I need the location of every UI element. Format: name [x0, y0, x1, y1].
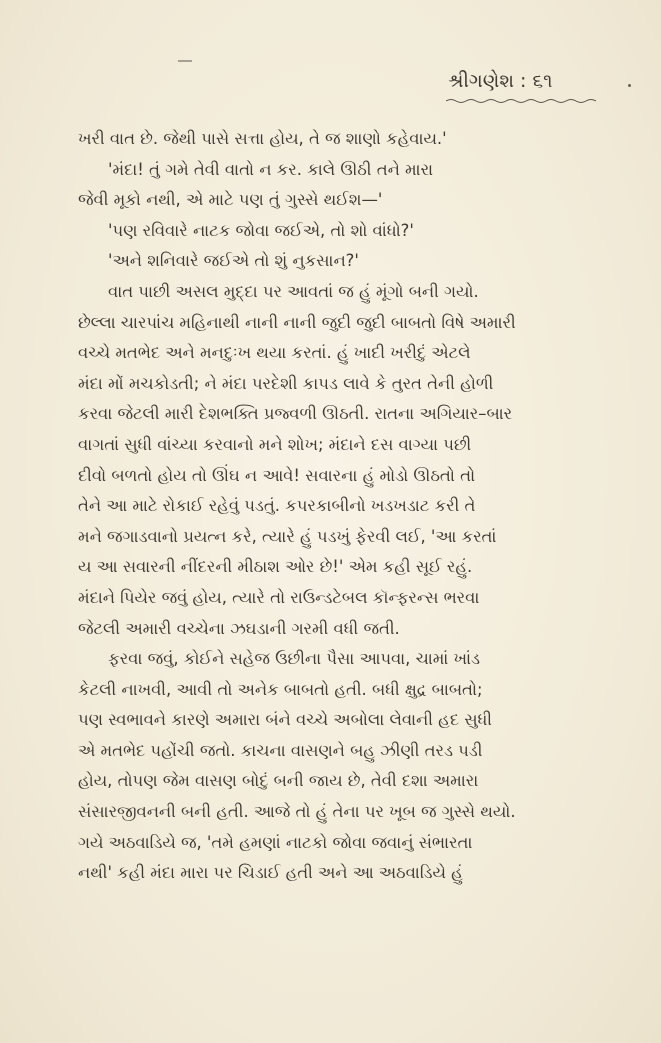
running-header: શ્રીગણેશ : ૬૧ — [448, 70, 553, 92]
text-line: મંદા મોં મચકોડતી; ને મંદા પરદેશી કાપડ લાવે કે તુરત તેની હોળી — [78, 373, 494, 393]
text-line: વચ્ચે મતભેદ અને મનદુઃખ થયા કરતાં. હું ખાદી ખરીદું એટલે — [78, 343, 471, 363]
text-line: ખરી વાત છે. જેથી પાસે સત્તા હોય, તે જ શાણો કહેવાય.' — [78, 129, 447, 148]
text-line: છેલ્લા ચારપાંચ મહિનાથી નાની નાની જુદી જુદી બાબતો વિષે અમારી — [78, 312, 516, 332]
text-line: હોય, તોપણ જેમ વાસણ બોદું બની જાય છે, તેવી દશા અમારા — [78, 771, 479, 791]
body-text — [78, 124, 610, 889]
text-line: તેને આ માટે રોકાઈ રહેવું પડતું. કપરકાબીનો ખડખડાટ કરી તે — [78, 496, 476, 516]
text-line: 'મંદા! તું ગમે તેવી વાતો ન કર. કાલે ઊઠી તને મારા — [108, 159, 434, 179]
header-wavy-underline — [446, 98, 596, 104]
page-mark — [178, 60, 192, 62]
text-line: મને જગાડવાનો પ્રયત્ન કરે, ત્યારે હું પડખું ફેરવી લઈ, 'આ કરતાં — [78, 526, 497, 546]
text-line: મંદાને પિયેર જવું હોય, ત્યારે તો રાઉન્ડટેબલ કૉન્ફરન્સ ભરવા — [78, 587, 480, 607]
text-line: ફરવા જવું, કોઈને સહેજ ઉછીના પૈસા આપવા, ચામાં ખાંડ — [108, 649, 481, 669]
text-line: કેટલી નાખવી, આવી તો અનેક બાબતો હતી. બધી ક્ષુદ્ર બાબતો; — [78, 679, 483, 699]
text-line: જેવી મૂકો નથી, એ માટે પણ તું ગુસ્સે થઈશ—' — [78, 190, 383, 210]
text-line: દીવો બળતો હોય તો ઊંઘ ન આવે! સવારના હું મોડો ઊઠતો તો — [78, 465, 476, 485]
text-line: 'અને શનિવારે જઈએ તો શું નુકસાન?' — [108, 251, 359, 271]
text-line: સંસારજીવનની બની હતી. આજે તો હું તેના પર ખૂબ જ ગુસ્સે થયો. — [78, 802, 516, 822]
page-speck — [628, 84, 631, 87]
text-line: વાત પાછી અસલ મુદ્દા પર આવતાં જ હું મૂંગો બની ગયો. — [108, 281, 479, 301]
text-line: વાગતાં સુધી વાંચ્યા કરવાનો મને શોખ; મંદાને દસ વાગ્યા પછી — [78, 434, 472, 454]
text-line: ય આ સવારની નીંદરની મીઠાશ ઓર છે!' એમ કહી સૂઈ રહું. — [78, 557, 473, 577]
text-line: જેટલી અમારી વચ્ચેના ઝઘડાની ગરમી વધી જતી. — [78, 618, 400, 638]
text-line: નથી' કહી મંદા મારા પર ચિડાઈ હતી અને આ અઠવાડિયે હું — [78, 863, 463, 883]
text-line: ગયે અઠવાડિયે જ, 'તમે હમણાં નાટકો જોવા જવાનું સંભારતા — [78, 832, 473, 852]
text-line: પણ સ્વભાવને કારણે અમારા બંને વચ્ચે અબોલા લેવાની હદ સુધી — [78, 710, 492, 730]
text-line: કરવા જેટલી મારી દેશભક્તિ પ્રજ્વળી ઊઠતી. રાતના અગિયાર–બાર — [78, 404, 513, 424]
text-line: એ મતભેદ પહોંચી જતો. કાચના વાસણને બહુ ઝીણી તરડ પડી — [78, 740, 483, 760]
text-line: 'પણ રવિવારે નાટક જોવા જઈએ, તો શો વાંધો?' — [108, 220, 414, 240]
